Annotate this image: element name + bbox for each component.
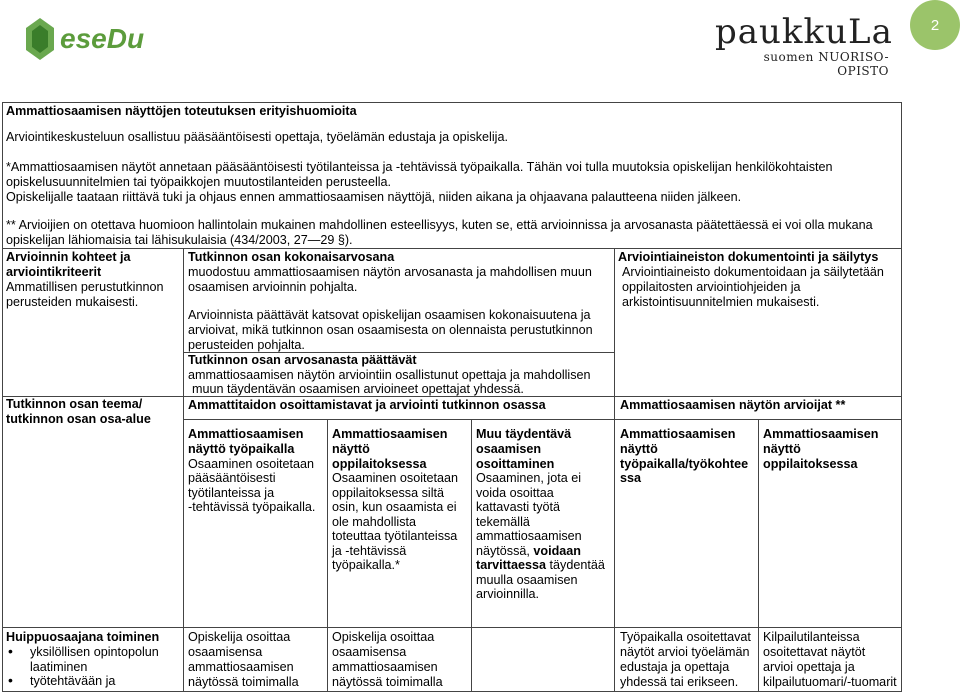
workplace-text-2: pääsääntöisesti (188, 471, 276, 485)
overall-p2b: arvioivat, mikä tutkinnon osan osaamisesta on olennaista perustutkinnon (188, 323, 593, 337)
workplace-text-4: -tehtävissä työpaikalla. (188, 500, 316, 514)
logo-sub-text: suomen NUORISO-OPISTO (763, 50, 889, 78)
assess-school-heading-1: Ammattiosaamisen (763, 427, 879, 441)
assessors-heading: Ammattiosaamisen näytön arvioijat ** (620, 398, 846, 412)
divider (183, 248, 184, 692)
other-heading-3: osoittaminen (476, 457, 555, 471)
deciders-text-2: muun täydentävän osaamisen arvioineet opettajat yhdessä. (192, 382, 524, 396)
bottom-c6-line-4: kilpailutuomari/-tuomarit (763, 675, 897, 689)
other-text-1: Osaaminen, jota ei (476, 471, 582, 485)
bottom-c2-line-1: Opiskelija osoittaa (188, 630, 291, 644)
bottom-c6-line-2: osoitettavat näytöt (763, 645, 866, 659)
divider (327, 419, 328, 692)
school-heading-2: näyttö (332, 442, 370, 456)
school-text-1: Osaaminen osoitetaan (332, 471, 459, 485)
bottom-c5-line-3: edustaja ja opettaja (620, 660, 730, 674)
other-text-7 (476, 558, 605, 573)
bottom-c5-line-2: näytöt arvioi työelämän (620, 645, 750, 659)
divider (758, 419, 759, 692)
overall-p1b: osaamisen arvioinnin pohjalta. (188, 280, 358, 294)
bottom-c3-line-4: näytössä toimimalla (332, 675, 443, 689)
school-text-6: ja -tehtävissä (332, 544, 407, 558)
theme-label-1: Tutkinnon osan teema/ (6, 397, 143, 411)
school-text-3: osin, kun osaamista ei (332, 500, 457, 514)
notes-title: Ammattiosaamisen näyttöjen toteutuksen erityishuomioita (6, 104, 357, 118)
school-text-7: työpaikalla.* (332, 558, 400, 572)
logo-text: eseDu (60, 23, 145, 54)
assess-work-heading-1: Ammattiosaamisen (620, 427, 736, 441)
bottom-c6-line-3: arvioi opettaja ja (763, 660, 855, 674)
notes-line-3: Opiskelijalle taataan riittävä tuki ja ohjaus ennen ammattiosaamisen näyttöjä, niiden aikana ja ohjaavana palautteena niiden jälkeen. (6, 190, 742, 204)
theme-label-2: tutkinnon osan osa-alue (6, 412, 151, 426)
notes-line-1: Arviointikeskusteluun osallistuu pääsääntöisesti opettaja, työelämän edustaja ja opiskelija. (6, 130, 508, 144)
bottom-c6-line-1: Kilpailutilanteissa (763, 630, 860, 644)
criteria-heading-1: Arvioinnin kohteet ja (6, 250, 131, 264)
other-text-5: ammattiosaamisen (476, 529, 582, 543)
notes-line-4a: ** Arvioijien on otettava huomioon hallintolain mukainen mahdollinen esteellisyys, kuten se, että arvioinnissa ja arvosanasta päätettäessä ei voi olla mukana (6, 218, 873, 232)
bottom-c3-line-2: osaamisensa (332, 645, 407, 659)
notes-line-4b: opiskelijan lähiomaisia tai lähisukulaisia (434/2003, 27—29 §). (6, 233, 353, 247)
overall-p1a: muodostuu ammattiosaamisen näytön arvosanasta ja mahdollisen muun (188, 265, 592, 279)
school-heading-3: oppilaitoksessa (332, 457, 427, 471)
bottom-c5-line-4: yhdessä tai erikseen. (620, 675, 739, 689)
eseduu-logo (26, 14, 171, 62)
notes-line-2b: opiskelusuunnitelmien tai työpaikkojen muutostilanteiden perusteella. (6, 175, 392, 189)
other-text-8: muulla osaamisen (476, 573, 578, 587)
divider (2, 627, 902, 628)
other-text-4: tekemällä (476, 515, 530, 529)
overall-p2c: perusteiden pohjalta. (188, 338, 305, 352)
criteria-text-2: perusteiden mukaisesti. (6, 295, 139, 309)
other-heading-1: Muu täydentävä (476, 427, 572, 441)
divider (2, 248, 902, 249)
bottom-c1-list (4, 645, 180, 689)
workplace-text-1: Osaaminen osoitetaan (188, 457, 315, 471)
bottom-c3-line-3: ammattiosaamisen (332, 660, 438, 674)
overall-heading: Tutkinnon osan kokonaisarvosana (188, 250, 395, 264)
school-text-5: toteuttaa työtilanteissa (332, 529, 458, 543)
assess-school-heading-2: näyttö (763, 442, 801, 456)
other-heading-2: osaamisen (476, 442, 542, 456)
divider (614, 248, 615, 692)
deciders-text-1: ammattiosaamisen näytön arviointiin osallistunut opettaja ja mahdollisen (188, 368, 591, 382)
school-heading-1: Ammattiosaamisen (332, 427, 448, 441)
other-text-9: arvioinnilla. (476, 587, 539, 601)
workplace-heading-2: näyttö työpaikalla (188, 442, 295, 456)
criteria-text-1: Ammatillisen perustutkinnon (6, 280, 164, 294)
notes-line-2a: *Ammattiosaamisen näytöt annetaan pääsääntöisesti työtilanteissa ja -tehtävissä työpaikalla. Tähän voi tulla muutoksia opiskelijan henkilökohtaisten (6, 160, 833, 174)
other-text-7a: tarvittaessa (476, 558, 547, 572)
list-item: • työtehtävään ja (4, 674, 180, 689)
other-text-2: voida osoittaa (476, 486, 554, 500)
methods-heading: Ammattitaidon osoittamistavat ja arviointi tutkinnon osassa (188, 398, 546, 412)
divider (471, 419, 472, 692)
documentation-heading: Arviointiaineiston dokumentointi ja säilytys (618, 250, 879, 264)
other-text-6 (476, 544, 581, 559)
school-text-4: ole mahdollista (332, 515, 417, 529)
workplace-heading-1: Ammattiosaamisen (188, 427, 304, 441)
other-text-7b: täydentää (546, 558, 605, 572)
other-text-3: kattavasti työtä (476, 500, 560, 514)
workplace-text-3: työtilanteissa ja (188, 486, 275, 500)
criteria-heading-2: arviointikriteerit (6, 265, 102, 279)
page-number-badge (910, 0, 960, 50)
bottom-c5-line-1: Työpaikalla osoitettavat (620, 630, 751, 644)
documentation-text-2: oppilaitosten arviointiohjeiden ja (622, 280, 801, 294)
bottom-c3-line-1: Opiskelija osoittaa (332, 630, 435, 644)
list-item: • yksilöllisen opintopolun laatiminen (4, 645, 180, 674)
bottom-c2-line-3: ammattiosaamisen (188, 660, 294, 674)
logo-main-text: paukkuLa (715, 12, 893, 52)
documentation-text-3: arkistointisuunnitelmien mukaisesti. (622, 295, 820, 309)
assess-work-heading-2: näyttö (620, 442, 658, 456)
bottom-c2-line-4: näytössä toimimalla (188, 675, 299, 689)
assess-work-heading-4: ssa (620, 471, 642, 485)
documentation-text-1: Arviointiaineisto dokumentoidaan ja säilytetään (622, 265, 884, 279)
overall-p2a: Arvioinnista päättävät katsovat opiskelijan osaamisen kokonaisuutena ja (188, 308, 591, 322)
bottom-c1-heading: Huippuosaajana toiminen (6, 630, 160, 644)
assess-work-heading-3: työpaikalla/työkohtee (620, 457, 749, 471)
divider (183, 419, 902, 420)
school-text-2: oppilaitoksessa siltä (332, 486, 445, 500)
paukkula-logo (715, 12, 895, 78)
page-number: 2 (930, 16, 940, 34)
assess-school-heading-3: oppilaitoksessa (763, 457, 858, 471)
deciders-heading: Tutkinnon osan arvosanasta päättävät (188, 353, 417, 367)
other-text-6b: voidaan (533, 544, 581, 558)
bottom-c2-line-2: osaamisensa (188, 645, 263, 659)
other-text-6a: näytössä, (476, 544, 534, 558)
